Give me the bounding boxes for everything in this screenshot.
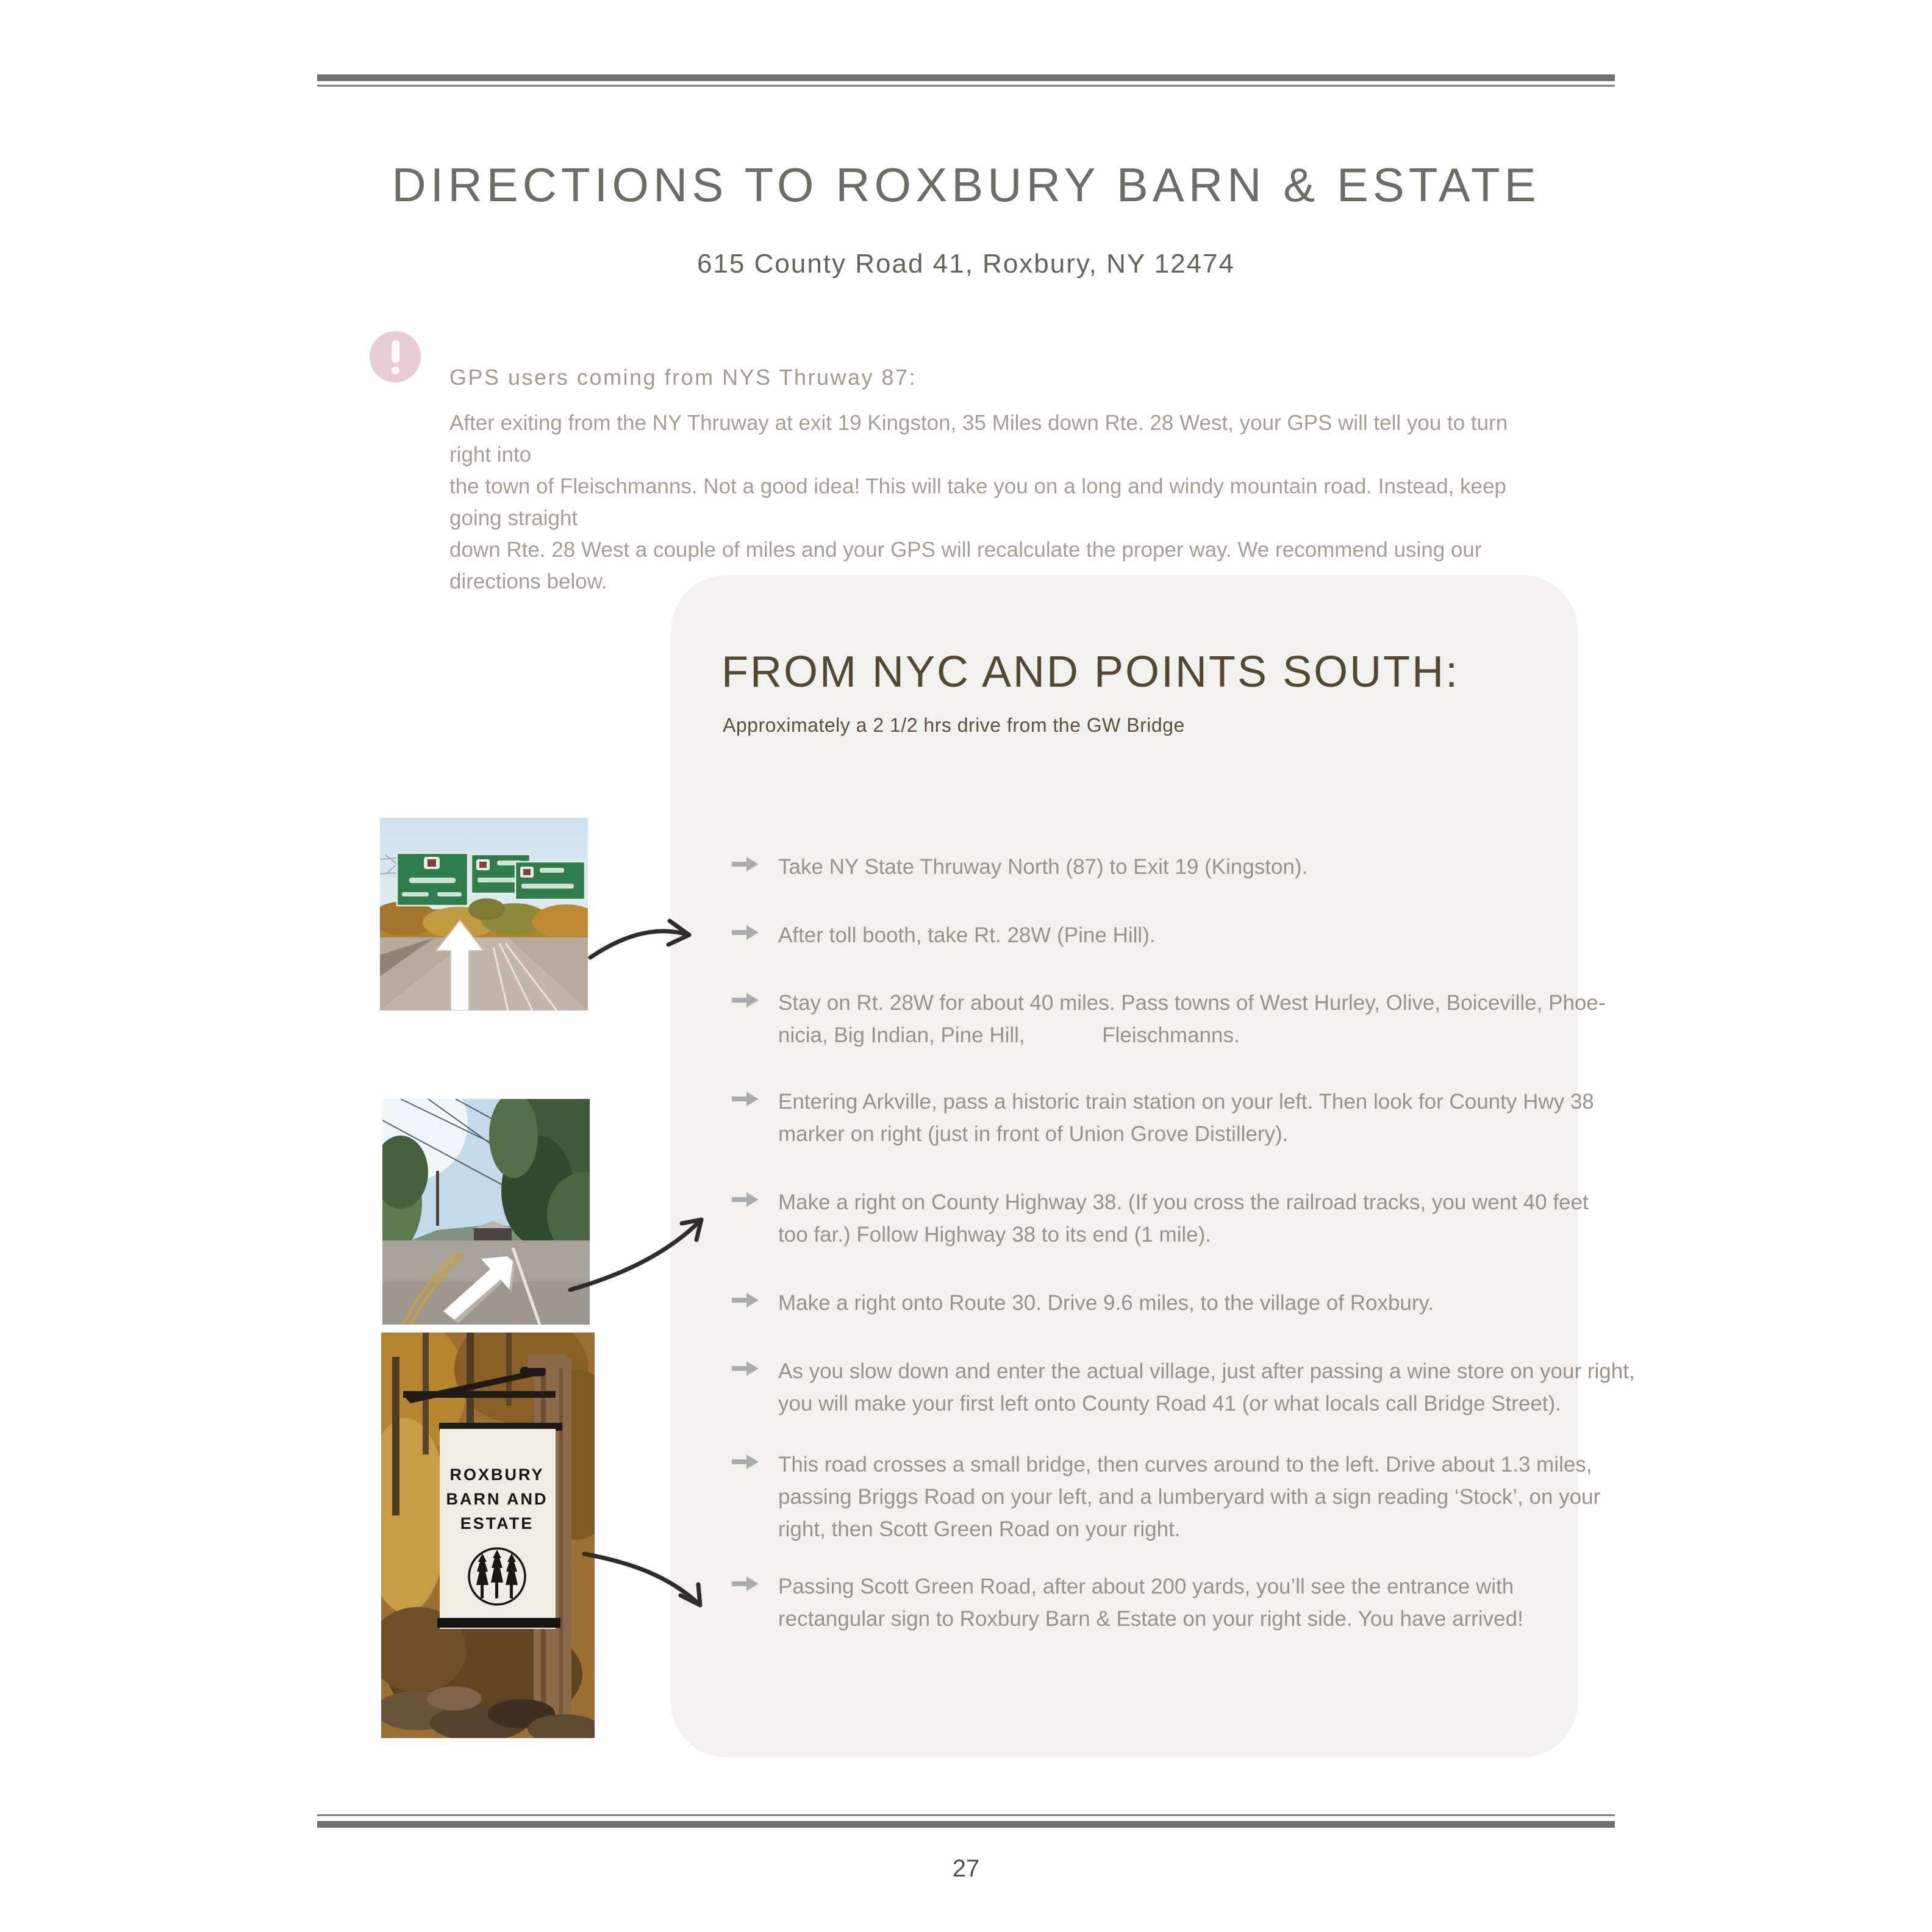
direction-step [732, 1355, 1635, 1420]
sign-text-line1: ROXBURY [449, 1465, 545, 1484]
arrow-bullet-icon [732, 921, 759, 943]
arrow-bullet-icon [732, 853, 759, 875]
step-text: As you slow down and enter the actual village, just after passing a wine store on your right, [778, 1359, 1635, 1383]
step-text: nicia, Big Indian, Pine Hill, Fleischmanns. [778, 1023, 1240, 1047]
warning-icon [370, 331, 421, 382]
direction-step [732, 919, 1567, 951]
bottom-rule-thin [317, 1814, 1615, 1816]
step-text: too far.) Follow Highway 38 to its end (1 mile). [778, 1223, 1212, 1247]
warning-label: GPS users coming from NYS Thruway 87: [449, 365, 917, 390]
arrow-bullet-icon [732, 989, 759, 1011]
bottom-rule-thick [317, 1821, 1615, 1828]
direction-step [732, 1186, 1589, 1251]
page-title: DIRECTIONS TO ROXBURY BARN & ESTATE [392, 158, 1540, 212]
sign-text-line3: ESTATE [460, 1514, 534, 1533]
arrow-bullet-icon [732, 1289, 759, 1311]
top-rule-thin [317, 85, 1615, 87]
step-text: rectangular sign to Roxbury Barn & Estate on your right side. You have arrived! [778, 1607, 1523, 1631]
top-rule-thick [317, 74, 1615, 81]
step-text: you will make your first left onto County Road 41 (or what locals call Bridge Street). [778, 1392, 1561, 1415]
step-text: Take NY State Thruway North (87) to Exit 19 (Kingston). [778, 855, 1308, 879]
photo-estate-sign [381, 1333, 595, 1738]
sign-panel [437, 1429, 560, 1629]
arrow-bullet-icon [732, 1451, 759, 1473]
warning-paragraph [449, 407, 1547, 598]
step-text: Stay on Rt. 28W for about 40 miles. Pass towns of West Hurley, Olive, Boiceville, Phoe- [778, 991, 1606, 1015]
step-text: Make a right on County Highway 38. (If you cross the railroad tracks, you went 40 feet [778, 1190, 1589, 1214]
sign-text-line2: BARN AND [446, 1490, 548, 1508]
direction-step [732, 987, 1606, 1051]
arrow-bullet-icon [732, 1573, 759, 1595]
step-text: right, then Scott Green Road on your right. [778, 1517, 1181, 1541]
address-line: 615 County Road 41, Roxbury, NY 12474 [696, 249, 1235, 279]
section-heading: FROM NYC AND POINTS SOUTH: [721, 648, 1460, 696]
warning-line: the town of Fleischmanns. Not a good idea! This will take you on a long and windy mountain road. Instead, keep going straight [449, 474, 1506, 530]
exclamation-bar [392, 340, 399, 363]
warning-line: After exiting from the NY Thruway at exit 19 Kingston, 35 Miles down Rte. 28 West, your GPS will tell you to turn right into [449, 411, 1508, 467]
photo-highway-signs [380, 818, 588, 1011]
step-text: marker on right (just in front of Union Grove Distillery). [778, 1122, 1289, 1146]
directions-panel [671, 575, 1635, 1758]
direction-step [732, 1287, 1567, 1319]
direction-step [732, 1086, 1594, 1150]
page-number: 27 [952, 1855, 980, 1882]
section-subheading: Approximately a 2 1/2 hrs drive from the GW Bridge [723, 714, 1185, 736]
arrow-bullet-icon [732, 1189, 759, 1211]
step-text: Entering Arkville, pass a historic train station on your left. Then look for County Hwy 38 [778, 1090, 1594, 1114]
step-text: This road crosses a small bridge, then curves around to the left. Drive about 1.3 miles, [778, 1453, 1592, 1476]
direction-step [732, 851, 1567, 883]
exclamation-dot [392, 367, 399, 374]
step-text: Make a right onto Route 30. Drive 9.6 miles, to the village of Roxbury. [778, 1291, 1434, 1315]
arrow-bullet-icon [732, 1358, 759, 1379]
warning-line: down Rte. 28 West a couple of miles and your GPS will recalculate the proper way. We recommend using our directions below. [449, 538, 1482, 593]
direction-step [732, 1570, 1567, 1635]
step-text: passing Briggs Road on your left, and a lumberyard with a sign reading ‘Stock’, on your [778, 1485, 1601, 1509]
arrow-bullet-icon [732, 1088, 759, 1110]
direction-step [732, 1448, 1601, 1545]
photo-street-view [382, 1099, 590, 1325]
step-text: Passing Scott Green Road, after about 200 yards, you’ll see the entrance with [778, 1575, 1514, 1598]
step-text: After toll booth, take Rt. 28W (Pine Hill). [778, 923, 1156, 947]
